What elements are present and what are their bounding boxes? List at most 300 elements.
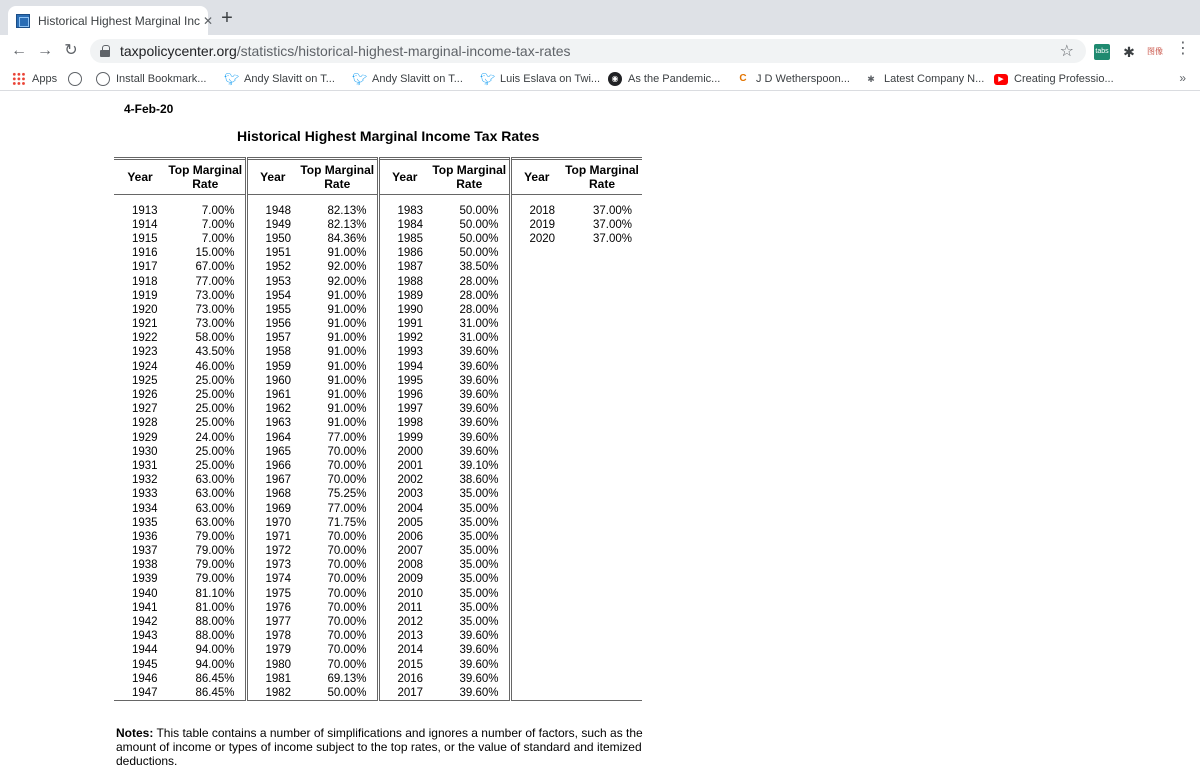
- rate-cell: [562, 658, 642, 672]
- rate-cell: [562, 416, 642, 430]
- year-cell: 2009: [397, 573, 424, 586]
- rate-cell: 91.00%: [298, 360, 378, 374]
- year-cell: [510, 672, 562, 686]
- year-cell: 1993: [397, 346, 424, 359]
- rate-cell: [562, 246, 642, 260]
- year-cell: [510, 459, 562, 473]
- rate-cell: 77.00%: [298, 501, 378, 515]
- rate-cell: [562, 643, 642, 657]
- table-row: [114, 274, 642, 288]
- spacer-row: [114, 195, 642, 204]
- year-cell: 1924: [132, 360, 158, 373]
- table-row: [114, 445, 642, 459]
- globe-icon: [68, 72, 82, 86]
- rate-cell: 84.36%: [298, 232, 378, 246]
- year-cell: 2004: [397, 502, 424, 515]
- rate-cell: 88.00%: [166, 615, 246, 629]
- url-host: taxpolicycenter.org: [120, 43, 237, 59]
- rate-cell: 31.00%: [430, 331, 510, 345]
- rate-cell: 70.00%: [298, 658, 378, 672]
- year-cell: 1964: [265, 431, 292, 444]
- header-year: Year: [378, 159, 430, 195]
- rate-cell: 35.00%: [430, 601, 510, 615]
- year-cell: 1977: [265, 616, 292, 629]
- rate-cell: 91.00%: [298, 246, 378, 260]
- rate-cell: 15.00%: [166, 246, 246, 260]
- year-cell: 1990: [397, 303, 424, 316]
- rate-cell: [562, 686, 642, 701]
- header-top-marginal-rate: [298, 159, 378, 195]
- bookmark-creating-professio[interactable]: [994, 71, 1114, 87]
- bookmark-jd-wetherspoon[interactable]: [736, 71, 850, 87]
- forward-button[interactable]: →: [37, 42, 53, 59]
- bookmark-label: Latest Company N...: [884, 73, 985, 85]
- year-cell: 1959: [265, 360, 292, 373]
- year-cell: 1923: [132, 346, 158, 359]
- rate-cell: 39.60%: [430, 658, 510, 672]
- url-text[interactable]: [120, 43, 571, 59]
- year-cell: 1958: [265, 346, 292, 359]
- rate-cell: [562, 374, 642, 388]
- year-cell: 1933: [132, 488, 158, 501]
- rate-cell: [562, 558, 642, 572]
- year-cell: [510, 445, 562, 459]
- rate-cell: 73.00%: [166, 317, 246, 331]
- table-row: [114, 317, 642, 331]
- rate-cell: 92.00%: [298, 260, 378, 274]
- year-cell: 1950: [265, 232, 292, 245]
- rate-cell: 39.60%: [430, 360, 510, 374]
- new-tab-button[interactable]: +: [221, 7, 233, 29]
- year-cell: [510, 416, 562, 430]
- year-cell: 1955: [265, 303, 292, 316]
- tab-strip: [0, 0, 1200, 35]
- rate-cell: 28.00%: [430, 303, 510, 317]
- year-cell: [510, 317, 562, 331]
- year-cell: 1974: [265, 573, 292, 586]
- rate-cell: 7.00%: [166, 218, 246, 232]
- year-cell: 1982: [246, 686, 298, 701]
- year-cell: [510, 431, 562, 445]
- rate-cell: [562, 516, 642, 530]
- year-cell: 2015: [397, 658, 424, 671]
- table-row: [114, 246, 642, 260]
- rate-cell: [562, 501, 642, 515]
- translate-extension-icon[interactable]: 图像: [1147, 47, 1163, 56]
- rate-cell: 24.00%: [166, 431, 246, 445]
- year-cell: 1966: [265, 459, 292, 472]
- year-cell: [510, 601, 562, 615]
- browser-tab[interactable]: [8, 6, 214, 35]
- rate-cell: [562, 629, 642, 643]
- table-row: [114, 232, 642, 246]
- rate-cell: 91.00%: [298, 289, 378, 303]
- bookmark-label: Apps: [32, 73, 58, 85]
- year-cell: 1945: [132, 658, 158, 671]
- year-cell: 1973: [265, 559, 292, 572]
- bookmark-apps[interactable]: [12, 71, 57, 87]
- rate-cell: 39.60%: [430, 431, 510, 445]
- rate-cell: 79.00%: [166, 530, 246, 544]
- rate-cell: 50.00%: [298, 686, 378, 701]
- rate-cell: 73.00%: [166, 289, 246, 303]
- rate-cell: 67.00%: [166, 260, 246, 274]
- table-notes: [116, 726, 676, 768]
- bookmark-label: Andy Slavitt on T...: [244, 73, 335, 85]
- bookmark-install[interactable]: [96, 71, 206, 87]
- year-cell: 1941: [132, 601, 158, 614]
- address-bar[interactable]: [90, 39, 1086, 63]
- bookmark-andy-slavitt-2[interactable]: [352, 71, 463, 87]
- rate-cell: 39.60%: [430, 345, 510, 359]
- rate-cell: 39.60%: [430, 686, 510, 701]
- year-cell: 2018: [529, 204, 556, 217]
- table-row: [114, 374, 642, 388]
- rate-cell: [562, 587, 642, 601]
- year-cell: 1991: [397, 318, 424, 331]
- year-cell: 1954: [265, 289, 292, 302]
- apps-grid-icon: [12, 72, 26, 86]
- year-cell: 1931: [132, 459, 158, 472]
- table-row: [114, 558, 642, 572]
- year-cell: [510, 530, 562, 544]
- year-cell: 1963: [265, 417, 292, 430]
- rate-cell: [562, 331, 642, 345]
- rate-cell: 39.60%: [430, 672, 510, 686]
- rate-cell: 88.00%: [166, 629, 246, 643]
- rate-cell: 70.00%: [298, 473, 378, 487]
- year-cell: 2001: [397, 459, 424, 472]
- year-cell: 1989: [397, 289, 424, 302]
- year-cell: 1984: [397, 218, 424, 231]
- rate-cell: 81.10%: [166, 587, 246, 601]
- year-cell: 1949: [265, 218, 292, 231]
- rate-cell: 35.00%: [430, 501, 510, 515]
- year-cell: 1979: [265, 644, 292, 657]
- rate-cell: 63.00%: [166, 501, 246, 515]
- rate-cell: [562, 402, 642, 416]
- year-cell: 1988: [397, 275, 424, 288]
- table-row: [114, 204, 642, 218]
- bookmark-star-icon[interactable]: ☆: [1059, 43, 1074, 60]
- rate-cell: 82.13%: [298, 218, 378, 232]
- browser-toolbar: [0, 35, 1200, 66]
- rate-cell: 91.00%: [298, 416, 378, 430]
- year-cell: 1919: [132, 289, 158, 302]
- rate-cell: 7.00%: [166, 232, 246, 246]
- rate-cell: 50.00%: [430, 218, 510, 232]
- year-cell: 1938: [132, 559, 158, 572]
- rate-cell: 94.00%: [166, 658, 246, 672]
- rate-cell: 70.00%: [298, 530, 378, 544]
- rate-cell: [562, 601, 642, 615]
- header-rate-line1: Top Marginal: [432, 163, 507, 177]
- rate-cell: 35.00%: [430, 615, 510, 629]
- table-row: [114, 303, 642, 317]
- rate-cell: 79.00%: [166, 544, 246, 558]
- rate-cell: 91.00%: [298, 331, 378, 345]
- year-cell: [510, 544, 562, 558]
- year-cell: 1960: [265, 374, 292, 387]
- year-cell: 1965: [265, 445, 292, 458]
- bookmark-label: Luis Eslava on Twi...: [500, 73, 601, 85]
- year-cell: [510, 402, 562, 416]
- year-cell: 1946: [132, 672, 158, 685]
- table-row: [114, 402, 642, 416]
- year-cell: 1970: [265, 516, 292, 529]
- table-row: [114, 587, 642, 601]
- rate-cell: [562, 459, 642, 473]
- table-row: [114, 643, 642, 657]
- year-cell: 1914: [132, 218, 158, 231]
- year-cell: 1952: [265, 261, 292, 274]
- table-row: [114, 658, 642, 672]
- year-cell: 1951: [265, 247, 292, 260]
- year-cell: 1961: [265, 389, 292, 402]
- year-cell: 1998: [397, 417, 424, 430]
- bookmarks-bar: [0, 66, 1200, 91]
- rate-cell: 75.25%: [298, 487, 378, 501]
- bookmark-luis-eslava[interactable]: [480, 71, 600, 87]
- tpc-favicon-icon: [16, 14, 30, 28]
- year-cell: 1962: [265, 403, 292, 416]
- rate-cell: 37.00%: [592, 204, 632, 217]
- year-cell: [510, 516, 562, 530]
- twitter-bird-icon: 🐦︎: [480, 72, 496, 86]
- table-row: [114, 473, 642, 487]
- rate-cell: 39.60%: [430, 629, 510, 643]
- rate-cell: 39.60%: [430, 374, 510, 388]
- tax-rate-table: [114, 157, 642, 701]
- header-year: Year: [114, 159, 166, 195]
- header-rate-line1: Top Marginal: [168, 163, 243, 177]
- rate-cell: 71.75%: [298, 516, 378, 530]
- year-cell: 1937: [132, 545, 158, 558]
- header-rate-line2: Rate: [588, 177, 615, 191]
- header-rate-line2: Rate: [192, 177, 219, 191]
- rate-cell: [562, 360, 642, 374]
- year-cell: [510, 388, 562, 402]
- rate-cell: 35.00%: [430, 516, 510, 530]
- year-cell: 1927: [132, 403, 158, 416]
- table-row: [114, 629, 642, 643]
- year-cell: [510, 658, 562, 672]
- table-row: [114, 601, 642, 615]
- year-cell: [510, 629, 562, 643]
- rate-cell: 91.00%: [298, 402, 378, 416]
- year-cell: 1957: [265, 332, 292, 345]
- table-row: [114, 516, 642, 530]
- rate-cell: 58.00%: [166, 331, 246, 345]
- more-bookmarks-chevron-icon[interactable]: »: [1179, 71, 1186, 85]
- table-row: [114, 345, 642, 359]
- rate-cell: 91.00%: [298, 303, 378, 317]
- year-cell: 1948: [265, 204, 292, 217]
- extensions-puzzle-icon[interactable]: ✱: [1123, 44, 1135, 60]
- header-rate-line2: Rate: [324, 177, 351, 191]
- year-cell: 2016: [397, 672, 424, 685]
- tabs-extension-icon[interactable]: tabs: [1094, 44, 1110, 60]
- header-rate-line1: Top Marginal: [565, 163, 639, 177]
- globe-icon: [96, 72, 110, 86]
- year-cell: 1986: [397, 247, 424, 260]
- year-cell: 1972: [265, 545, 292, 558]
- rate-cell: 25.00%: [166, 416, 246, 430]
- twitter-bird-icon: 🐦︎: [224, 72, 240, 86]
- rate-cell: 50.00%: [430, 246, 510, 260]
- year-cell: [510, 260, 562, 274]
- bookmark-label: Andy Slavitt on T...: [372, 73, 463, 85]
- rate-cell: 39.60%: [430, 416, 510, 430]
- rate-cell: 39.60%: [430, 643, 510, 657]
- close-tab-icon[interactable]: ✕: [203, 13, 214, 28]
- year-cell: 1992: [397, 332, 424, 345]
- year-cell: 2010: [397, 587, 424, 600]
- rate-cell: [562, 445, 642, 459]
- year-cell: 1917: [132, 261, 158, 274]
- table-row: [114, 416, 642, 430]
- rate-cell: [562, 431, 642, 445]
- year-cell: [510, 558, 562, 572]
- rate-cell: 79.00%: [166, 558, 246, 572]
- rate-cell: 91.00%: [298, 345, 378, 359]
- rate-cell: 7.00%: [166, 204, 246, 218]
- rate-cell: 25.00%: [166, 374, 246, 388]
- year-cell: 1922: [132, 332, 158, 345]
- year-cell: 1913: [132, 204, 158, 217]
- year-cell: 1953: [265, 275, 292, 288]
- year-cell: [510, 615, 562, 629]
- year-cell: 1983: [397, 204, 424, 217]
- year-cell: 1920: [132, 303, 158, 316]
- year-cell: 2006: [397, 530, 424, 543]
- year-cell: 1943: [132, 630, 158, 643]
- bookmark-latest-company[interactable]: [864, 71, 984, 87]
- rate-cell: 82.13%: [298, 204, 378, 218]
- header-top-marginal-rate: [562, 159, 642, 195]
- year-cell: 1987: [397, 261, 424, 274]
- table-row: [114, 289, 642, 303]
- year-cell: [510, 274, 562, 288]
- table-row: [114, 615, 642, 629]
- year-cell: 1928: [132, 417, 158, 430]
- back-button[interactable]: ←: [11, 42, 27, 59]
- year-cell: 1995: [397, 374, 424, 387]
- year-cell: 1916: [132, 247, 158, 260]
- reload-button[interactable]: ↻: [64, 42, 78, 59]
- year-cell: 1968: [265, 488, 292, 501]
- table-row: [114, 459, 642, 473]
- table-row: [114, 331, 642, 345]
- rate-cell: 77.00%: [298, 431, 378, 445]
- rate-cell: 25.00%: [166, 459, 246, 473]
- rate-cell: 37.00%: [592, 218, 632, 231]
- year-cell: [510, 587, 562, 601]
- year-cell: 1935: [132, 516, 158, 529]
- rate-cell: 38.60%: [430, 473, 510, 487]
- year-cell: 1926: [132, 389, 158, 402]
- table-row: [114, 360, 642, 374]
- rate-cell: 81.00%: [166, 601, 246, 615]
- bookmark-label: Install Bookmark...: [116, 73, 207, 85]
- year-cell: 2005: [397, 516, 424, 529]
- rate-cell: 43.50%: [166, 345, 246, 359]
- rate-cell: 91.00%: [298, 388, 378, 402]
- year-cell: 2008: [397, 559, 424, 572]
- year-cell: 1980: [265, 658, 292, 671]
- rate-cell: 69.13%: [298, 672, 378, 686]
- rate-cell: 70.00%: [298, 445, 378, 459]
- bookmark-andy-slavitt-1[interactable]: [224, 71, 335, 87]
- bookmark-pandemic[interactable]: [608, 71, 720, 87]
- lock-icon[interactable]: [100, 45, 110, 57]
- rate-cell: 70.00%: [298, 544, 378, 558]
- year-cell: 1918: [132, 275, 158, 288]
- rate-cell: [562, 388, 642, 402]
- rate-cell: 63.00%: [166, 473, 246, 487]
- table-row: [114, 544, 642, 558]
- year-cell: [510, 303, 562, 317]
- browser-menu-icon[interactable]: ⋮: [1175, 40, 1191, 57]
- rate-cell: 70.00%: [298, 629, 378, 643]
- url-path: /statistics/historical-highest-marginal-income-tax-rates: [236, 43, 571, 59]
- rate-cell: 86.45%: [166, 672, 246, 686]
- table-row: [114, 218, 642, 232]
- rate-cell: [562, 303, 642, 317]
- bookmark-globe[interactable]: [68, 71, 88, 87]
- year-cell: [510, 246, 562, 260]
- rate-cell: 70.00%: [298, 615, 378, 629]
- table-header-row: [114, 159, 642, 195]
- year-cell: [510, 487, 562, 501]
- year-cell: 1915: [132, 232, 158, 245]
- rate-cell: 37.00%: [592, 232, 632, 245]
- rate-cell: 70.00%: [298, 572, 378, 586]
- pandemic-site-icon: ◉: [608, 72, 622, 86]
- youtube-icon: ▶: [994, 74, 1008, 85]
- rate-cell: 35.00%: [430, 558, 510, 572]
- table-row: [114, 431, 642, 445]
- year-cell: 1930: [132, 445, 158, 458]
- year-cell: 1976: [265, 601, 292, 614]
- rate-cell: 28.00%: [430, 289, 510, 303]
- company-site-icon: ✱: [867, 74, 875, 84]
- year-cell: [510, 686, 562, 701]
- rate-cell: 92.00%: [298, 274, 378, 288]
- year-cell: 1997: [397, 403, 424, 416]
- bookmark-label: As the Pandemic...: [628, 73, 721, 85]
- notes-label: Notes:: [116, 726, 154, 740]
- year-cell: 2014: [397, 644, 424, 657]
- year-cell: 2007: [397, 545, 424, 558]
- year-cell: 1934: [132, 502, 158, 515]
- rate-cell: 35.00%: [430, 544, 510, 558]
- rate-cell: 50.00%: [430, 204, 510, 218]
- year-cell: 1936: [132, 530, 158, 543]
- rate-cell: [562, 544, 642, 558]
- rate-cell: 63.00%: [166, 487, 246, 501]
- jdw-logo-icon: C: [739, 73, 747, 84]
- rate-cell: 39.60%: [430, 402, 510, 416]
- bookmark-label: Creating Professio...: [1014, 73, 1114, 85]
- year-cell: 1978: [265, 630, 292, 643]
- rate-cell: 91.00%: [298, 374, 378, 388]
- year-cell: 1929: [132, 431, 158, 444]
- rate-cell: [562, 672, 642, 686]
- rate-cell: 77.00%: [166, 274, 246, 288]
- year-cell: [510, 331, 562, 345]
- twitter-bird-icon: 🐦︎: [352, 72, 368, 86]
